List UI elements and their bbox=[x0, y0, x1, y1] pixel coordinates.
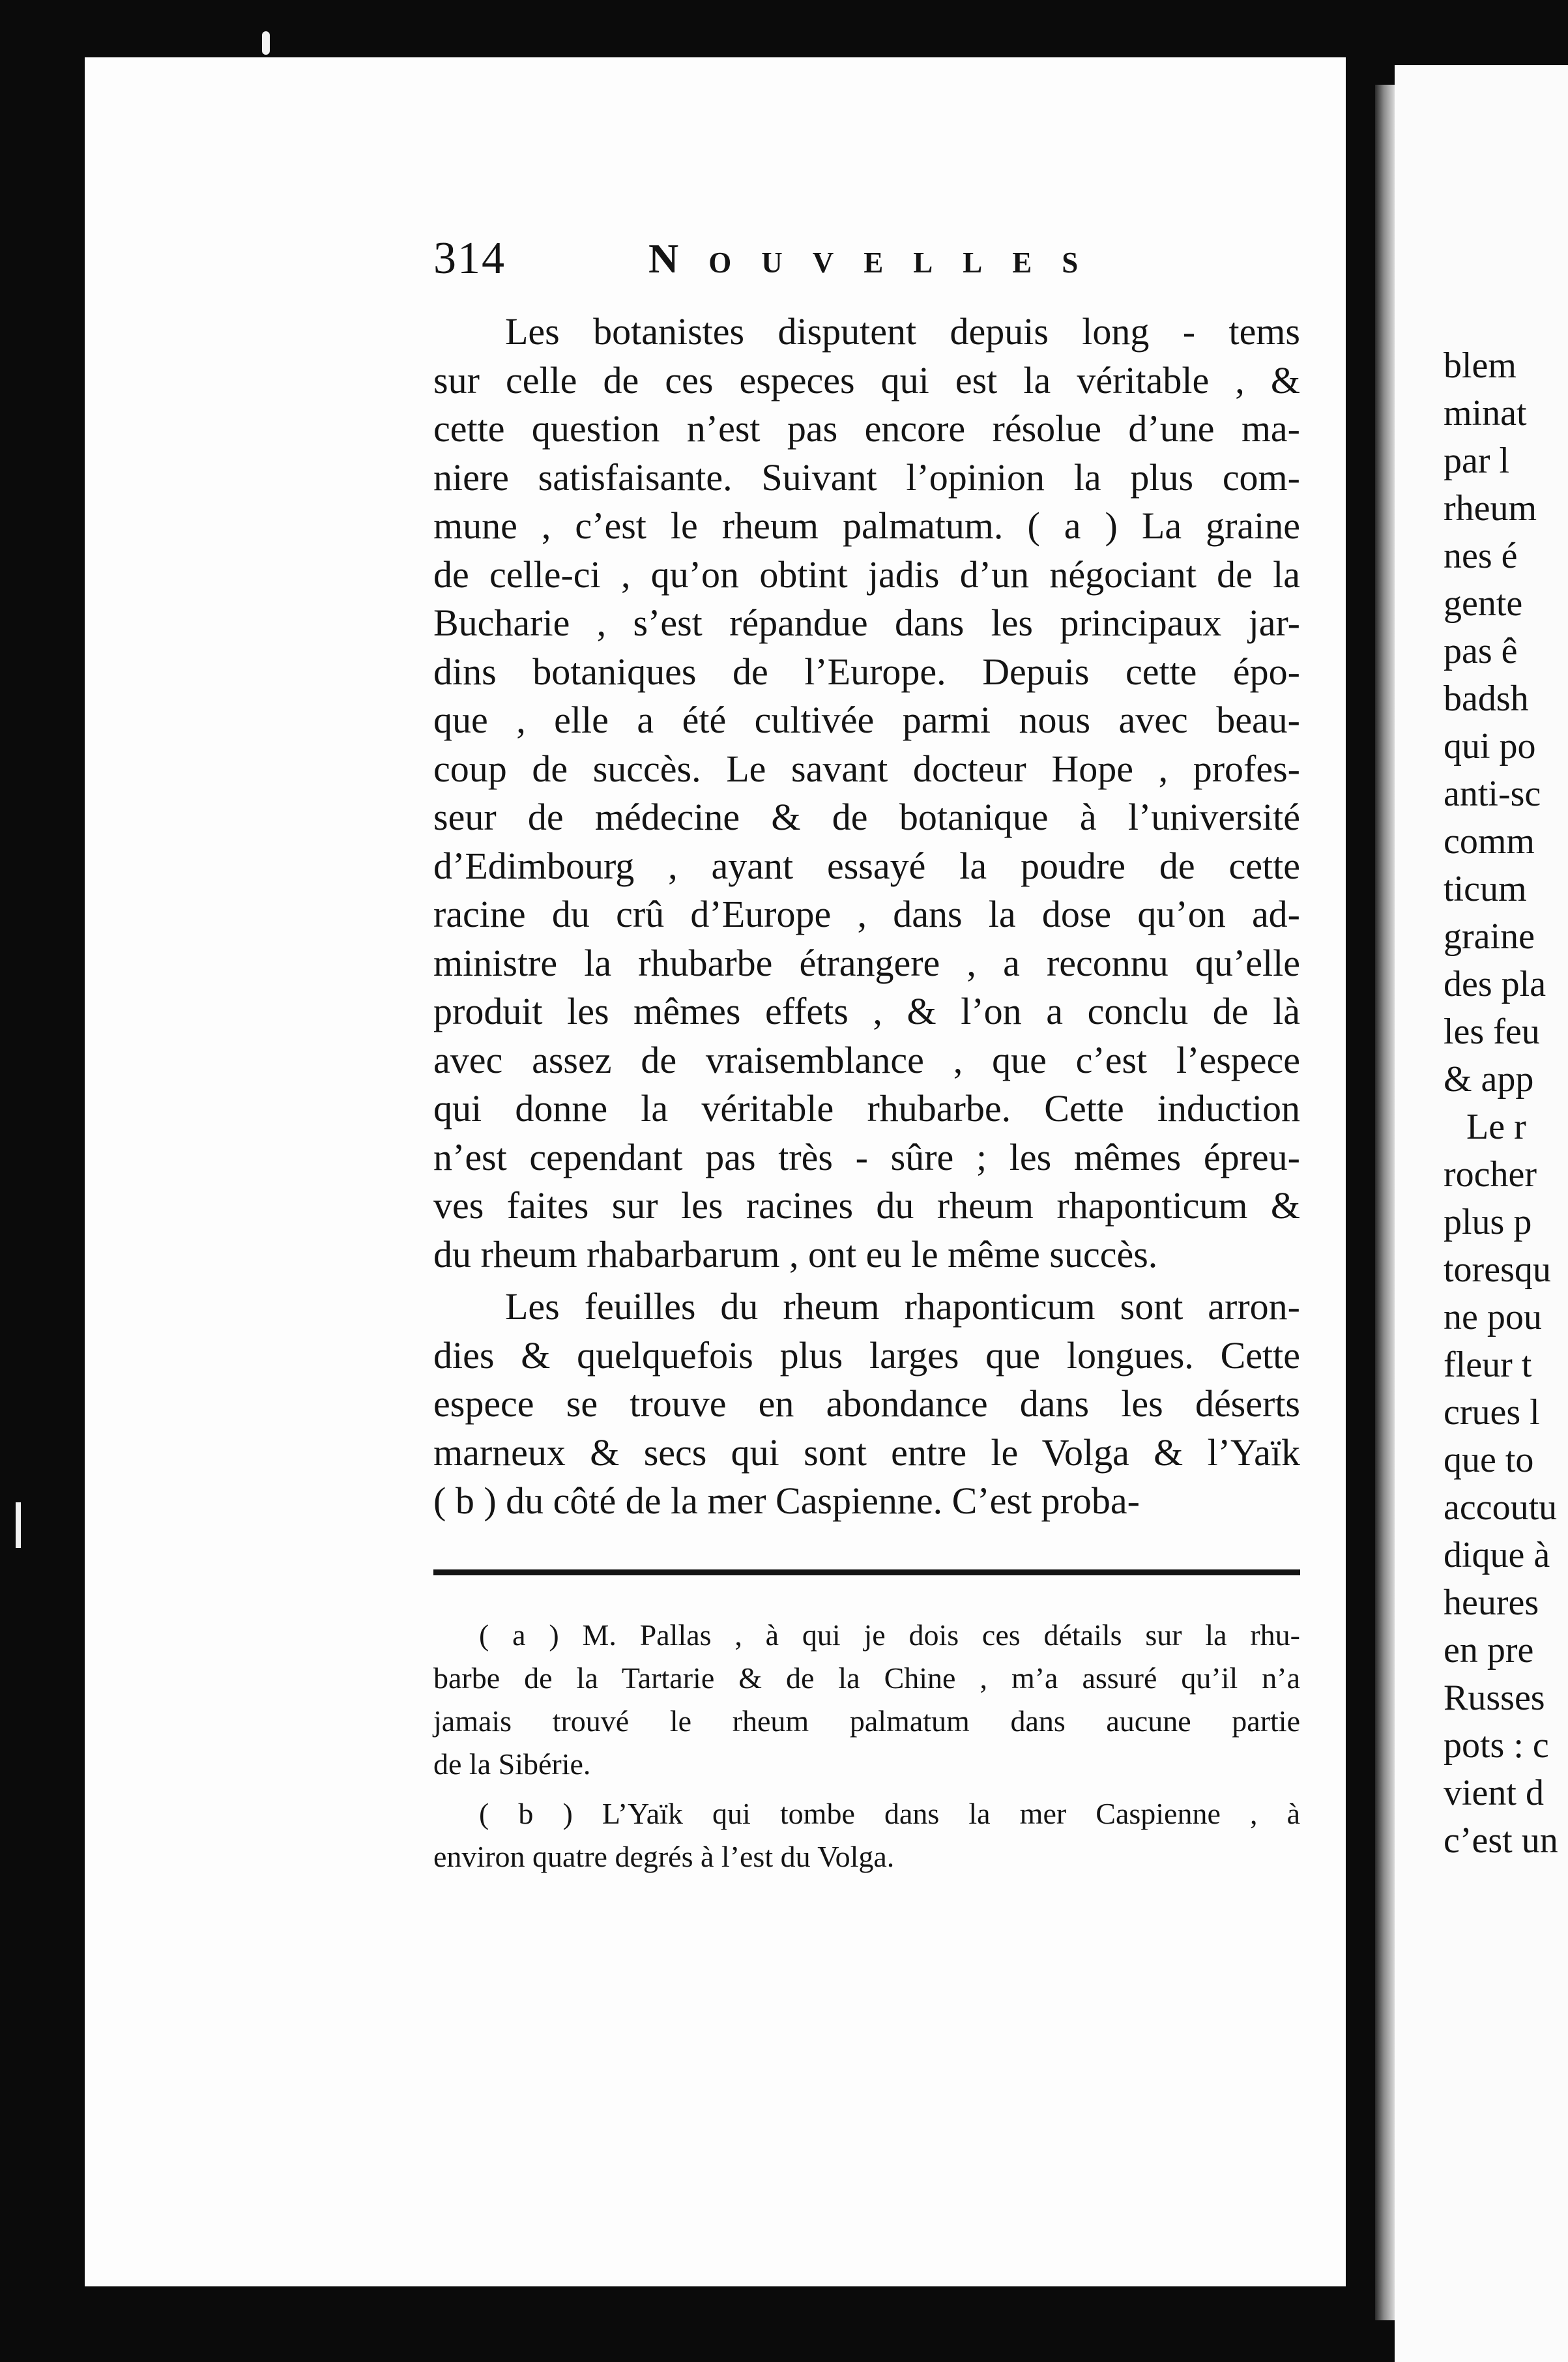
footnote-line: environ quatre degrés à l’est du Volga. bbox=[433, 1840, 895, 1873]
body-line: dies & quelquefois plus larges que longues. Cette bbox=[433, 1334, 1300, 1377]
body-line: d’Edimbourg , ayant essayé la poudre de cette bbox=[433, 844, 1300, 887]
right-page-line: blem bbox=[1444, 345, 1517, 386]
body-line: espece se trouve en abondance dans les déserts bbox=[433, 1382, 1300, 1425]
body-line: Bucharie , s’est répandue dans les principaux jar- bbox=[433, 602, 1300, 644]
body-line: n’est cependant pas très - sûre ; les mêmes épreu- bbox=[433, 1135, 1300, 1178]
right-page-line: les feu bbox=[1444, 1012, 1540, 1052]
footnote-line: ( a ) M. Pallas , à qui je dois ces détails sur la rhu- bbox=[479, 1618, 1300, 1652]
body-line: avec assez de vraisemblance , que c’est l’espece bbox=[433, 1038, 1300, 1081]
right-page-line: des pla bbox=[1444, 964, 1546, 1004]
right-page-line: toresqu bbox=[1444, 1249, 1551, 1290]
right-page-line: minat bbox=[1444, 393, 1527, 433]
body-line: de celle-ci , qu’on obtint jadis d’un négociant de la bbox=[433, 553, 1300, 596]
right-page-line: par l bbox=[1444, 441, 1510, 481]
footnote-line: jamais trouvé le rheum palmatum dans aucune partie bbox=[433, 1704, 1300, 1738]
right-page-line: plus p bbox=[1444, 1202, 1532, 1242]
footnote-rule bbox=[433, 1569, 1300, 1575]
right-page-line: qui po bbox=[1444, 726, 1536, 766]
right-page-line: anti-sc bbox=[1444, 774, 1541, 814]
right-page-line: gente bbox=[1444, 583, 1523, 624]
right-page-text bbox=[1395, 342, 1568, 1865]
right-page-line: accoutu bbox=[1444, 1487, 1558, 1528]
right-page-line: en pre bbox=[1444, 1630, 1534, 1670]
body-line: niere satisfaisante. Suivant l’opinion la plus com- bbox=[433, 456, 1300, 499]
body-line: Les botanistes disputent depuis long - tems bbox=[505, 310, 1300, 353]
page-number: 314 bbox=[433, 233, 506, 284]
body-line: seur de médecine & de botanique à l’université bbox=[433, 796, 1300, 838]
right-page-line: ne pou bbox=[1444, 1297, 1542, 1337]
running-head bbox=[433, 229, 1300, 288]
right-page-line: dique à bbox=[1444, 1535, 1550, 1575]
body-line: Les feuilles du rheum rhaponticum sont arron- bbox=[505, 1285, 1300, 1328]
right-page-line: que to bbox=[1444, 1440, 1534, 1480]
footnotes bbox=[433, 1614, 1300, 1878]
book-gutter bbox=[1375, 85, 1395, 2320]
scan-speck-left-edge bbox=[16, 1502, 21, 1548]
right-page-fragment bbox=[1395, 65, 1568, 2362]
right-page-line: Russes bbox=[1444, 1678, 1545, 1718]
body-line: mune , c’est le rheum palmatum. ( a ) La graine bbox=[433, 504, 1300, 547]
body-line: produit les mêmes effets , & l’on a conclu de là bbox=[433, 990, 1300, 1032]
body-line: du rheum rhabarbarum , ont eu le même succès. bbox=[433, 1232, 1158, 1276]
right-page-line: comm bbox=[1444, 821, 1535, 862]
body-line: racine du crû d’Europe , dans la dose qu’on ad- bbox=[433, 893, 1300, 935]
body-line: cette question n’est pas encore résolue d’une ma- bbox=[433, 407, 1300, 450]
right-page-line: badsh bbox=[1444, 678, 1529, 719]
right-page-line: crues l bbox=[1444, 1392, 1540, 1433]
running-title: Nouvelles bbox=[648, 235, 1109, 282]
body-line: coup de succès. Le savant docteur Hope , profes- bbox=[433, 747, 1300, 790]
right-page-line: rocher bbox=[1444, 1154, 1537, 1195]
body-line: ( b ) du côté de la mer Caspienne. C’est proba- bbox=[433, 1480, 1140, 1522]
body-line: sur celle de ces especes qui est la véritable , & bbox=[433, 358, 1300, 401]
right-page-line: pas ê bbox=[1444, 631, 1518, 671]
body-line: ministre la rhubarbe étrangere , a reconnu qu’elle bbox=[433, 941, 1300, 984]
right-page-line: fleur t bbox=[1444, 1345, 1532, 1385]
body-line: marneux & secs qui sont entre le Volga & l’Yaïk bbox=[433, 1431, 1300, 1474]
right-page-line: rheum bbox=[1444, 488, 1537, 529]
body-line: que , elle a été cultivée parmi nous avec beau- bbox=[433, 699, 1300, 741]
right-page-line: heures bbox=[1444, 1582, 1539, 1623]
right-page-line: ticum bbox=[1444, 869, 1527, 909]
footnote-line: de la Sibérie. bbox=[433, 1747, 591, 1781]
right-page-line: nes é bbox=[1444, 536, 1518, 576]
right-page-line: & app bbox=[1444, 1059, 1534, 1100]
scan-speck-top-left bbox=[262, 31, 270, 55]
right-page-line: Le r bbox=[1466, 1107, 1526, 1147]
right-page-line: vient d bbox=[1444, 1773, 1544, 1813]
right-page-line: pots : c bbox=[1444, 1725, 1549, 1766]
body-text bbox=[433, 308, 1300, 1526]
footnote-line: barbe de la Tartarie & de la Chine , m’a assuré qu’il n’a bbox=[433, 1661, 1300, 1695]
footnote-line: ( b ) L’Yaïk qui tombe dans la mer Caspienne , à bbox=[479, 1797, 1300, 1830]
right-page-line: graine bbox=[1444, 916, 1535, 957]
body-line: dins botaniques de l’Europe. Depuis cette épo- bbox=[433, 650, 1300, 693]
body-line: ves faites sur les racines du rheum rhaponticum & bbox=[433, 1184, 1300, 1227]
body-line: qui donne la véritable rhubarbe. Cette induction bbox=[433, 1087, 1300, 1130]
right-page-line: c’est un bbox=[1444, 1820, 1558, 1861]
